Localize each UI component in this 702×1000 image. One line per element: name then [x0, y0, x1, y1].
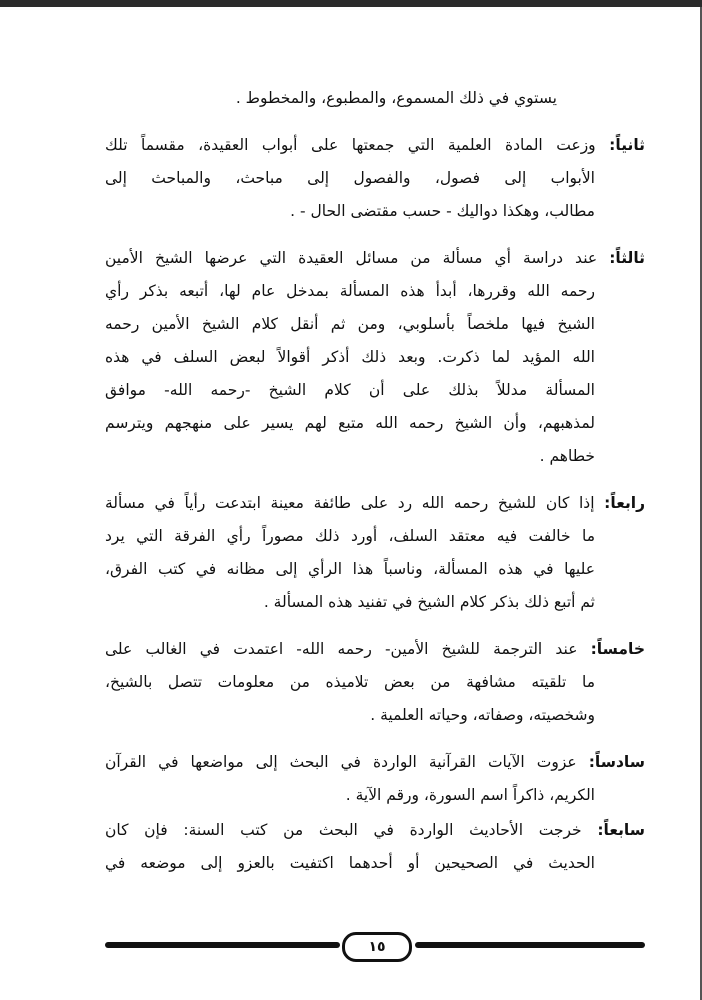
paragraph-line — [105, 520, 595, 553]
paragraph-label: رابعاً: — [604, 494, 645, 512]
paragraph-line — [105, 666, 595, 699]
paragraph-line — [105, 699, 595, 732]
numbered-paragraph — [105, 633, 645, 732]
paragraph-label: خامساً: — [590, 640, 645, 658]
paragraph-line — [105, 341, 595, 374]
line-text: خطاهم . — [539, 447, 595, 465]
line-text: رحمه الله وقررها، أبدأ هذه المسألة بمدخل عام لها، أتبعه بذكر رأي — [105, 282, 595, 300]
line-text: ما تلقيته مشافهة من بعض تلاميذه من معلومات تتصل بالشيخ، — [105, 673, 595, 691]
line-text: عزوت الآيات القرآنية الواردة في البحث إلى مواضعها في القرآن — [105, 753, 577, 771]
line-text: الحديث في الصحيحين أو أحدهما اكتفيت بالعزو إلى موضعه في — [105, 854, 595, 872]
paragraph-line — [105, 162, 595, 195]
line-text: ثم أتبع ذلك بذكر كلام الشيخ في تفنيد هذه المسألة . — [263, 593, 595, 611]
line-text: عليها في هذه المسألة، وناسباً هذا الرأي إلى مظانه في كتب الفرق، — [105, 560, 595, 578]
paragraph-line — [105, 440, 595, 473]
numbered-paragraph — [105, 487, 645, 619]
paragraph-label: سابعاً: — [597, 821, 645, 839]
paragraph-line — [105, 847, 595, 880]
paragraph-line — [105, 487, 645, 520]
line-text: عند دراسة أي مسألة من مسائل العقيدة التي عرضها الشيخ الأمين — [105, 249, 598, 267]
numbered-paragraph — [105, 746, 645, 812]
line-text: الشيخ فيها ملخصاً بأسلوبي، ومن ثم أنقل كلام الشيخ الأمين رحمه — [105, 315, 595, 333]
page-footer — [105, 930, 645, 960]
paragraph-line — [105, 129, 645, 162]
footer-rule-left — [105, 942, 340, 948]
paragraph-label: ثانياً: — [609, 136, 645, 154]
numbered-paragraph — [105, 814, 645, 880]
paragraph-line — [105, 779, 595, 812]
paragraph-line — [105, 308, 595, 341]
intro-line: يستوي في ذلك المسموع، والمطبوع، والمخطوط . — [235, 89, 557, 107]
line-text: ما خالفت فيه معتقد السلف، أورد ذلك مصوراً رأي الفرقة التي يرد — [105, 527, 595, 545]
line-text: الله المؤيد لما ذكرت. وبعد ذلك أذكر أقوالاً لبعض السلف في هذه — [105, 348, 595, 366]
paragraph-line — [105, 407, 595, 440]
line-text: مطالب، وهكذا دواليك - حسب مقتضى الحال - . — [290, 202, 595, 220]
paragraph-label: ثالثاً: — [609, 249, 645, 267]
paragraph-line — [105, 746, 645, 779]
line-text: وشخصيته، وصفاته، وحياته العلمية . — [370, 706, 595, 724]
line-text: لمذهبهم، وأن الشيخ رحمه الله متبع لهم يسير على منهجهم ويترسم — [105, 414, 595, 432]
page-number: ١٥ — [342, 932, 412, 962]
paragraph-label: سادساً: — [588, 753, 645, 771]
paragraph-line — [105, 586, 595, 619]
paragraph-line — [105, 195, 595, 228]
line-text: عند الترجمة للشيخ الأمين- رحمه الله- اعتمدت في الغالب على — [105, 640, 578, 658]
line-text: إذا كان للشيخ رحمه الله رد على طائفة معينة ابتدعت رأياً في مسألة — [105, 494, 595, 512]
paragraph-line — [105, 814, 645, 847]
book-page-body — [105, 82, 645, 880]
footer-rule-right — [415, 942, 645, 948]
paragraph-line — [105, 275, 595, 308]
line-text: الكريم، ذاكراً اسم السورة، ورقم الآية . — [345, 786, 595, 804]
line-text: المسألة مدللاً بذلك على أن كلام الشيخ -رحمه الله- موافق — [105, 381, 595, 399]
line-text: خرجت الأحاديث الواردة في البحث من كتب السنة: فإن كان — [105, 821, 582, 839]
paragraph-line — [105, 374, 595, 407]
line-text: الأبواب إلى فصول، والفصول إلى مباحث، والمباحث إلى — [105, 169, 595, 187]
line-text: وزعت المادة العلمية التي جمعتها على أبواب العقيدة، مقسماً تلك — [105, 136, 596, 154]
paragraph-line — [105, 242, 645, 275]
viewer-top-bar — [0, 0, 702, 7]
paragraph-line — [105, 633, 645, 666]
paragraph-line — [105, 553, 595, 586]
numbered-paragraph — [105, 129, 645, 228]
numbered-paragraph — [105, 242, 645, 473]
